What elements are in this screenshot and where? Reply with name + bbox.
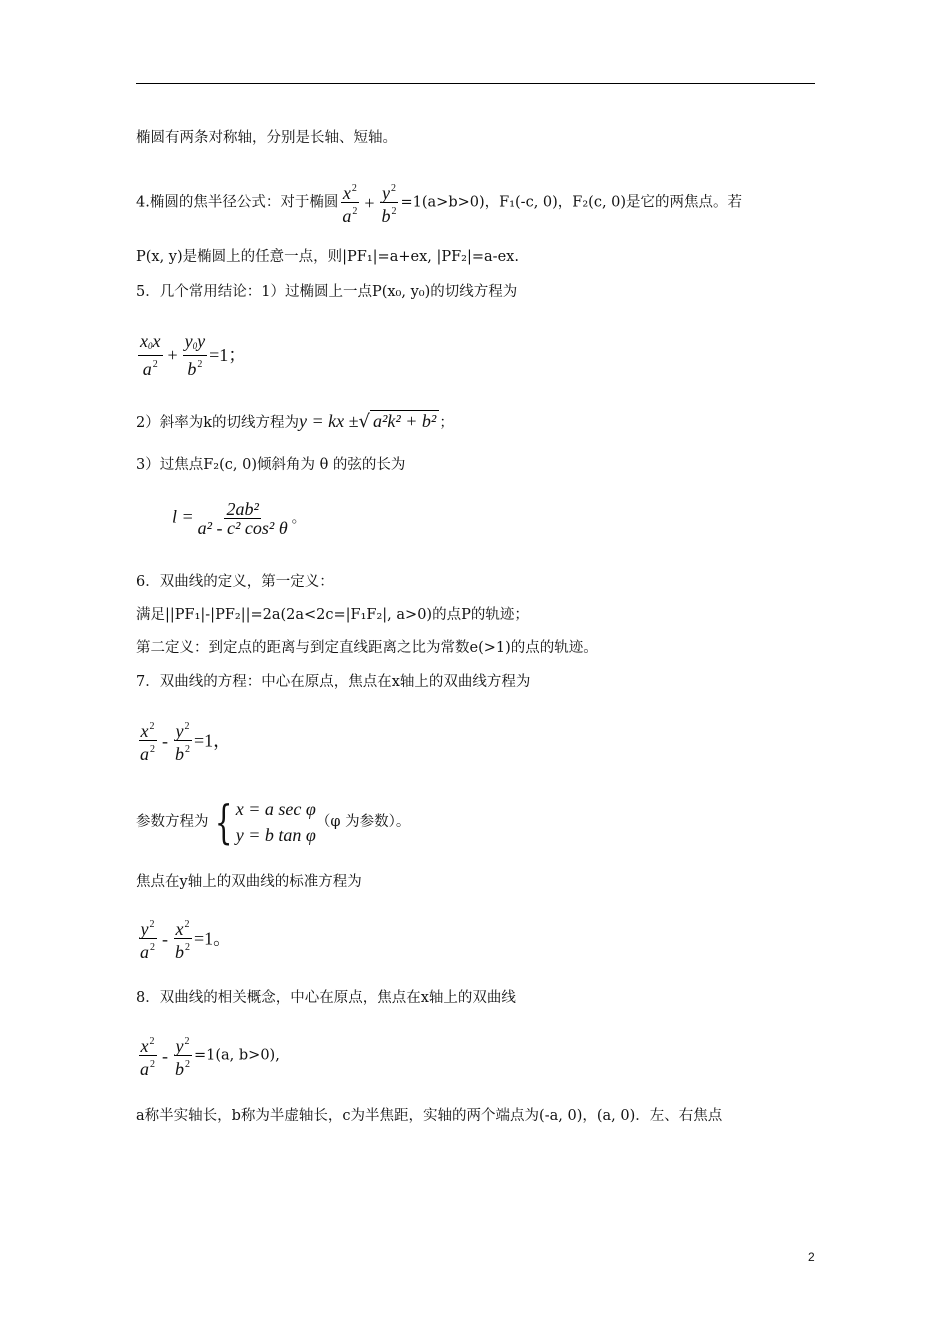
formula-hyperbola-concepts: $\frac{x^2}{a^2}$ - $\frac{y^2}{b^2}$ =1(a, b>0),	[136, 1033, 280, 1078]
fraction: $\frac{y^2}{b^2}$	[380, 180, 399, 225]
formula-tangent: $\frac{x_0x}{a^2}$ + $\frac{y_0y}{b^2}$ =1；	[140, 331, 247, 379]
text-line: 3）过焦点F₂(c, 0)倾斜角为 θ 的弦的长为	[136, 457, 406, 473]
fraction: $\frac{\text{2ab²}}{\text{a² - c² cos² θ}}$	[197, 499, 288, 538]
header-rule	[136, 83, 815, 84]
text-line: P(x, y)是椭圆上的任意一点，则|PF₁|=a+ex, |PF₂|=a-ex.	[136, 249, 519, 265]
fraction: $\frac{y^2}{b^2}$	[173, 718, 192, 763]
formula-hyperbola-x: $\frac{x^2}{a^2}$ - $\frac{y^2}{b^2}$ =1，	[136, 718, 231, 763]
fraction: $\frac{x^2}{b^2}$	[173, 916, 192, 961]
text-line: 焦点在y轴上的双曲线的标准方程为	[136, 874, 362, 890]
formula-hyperbola-y: $\frac{y^2}{a^2}$ - $\frac{x^2}{b^2}$ =1。	[136, 916, 231, 961]
fraction: $\frac{x^2}{a^2}$	[138, 1033, 157, 1078]
fraction: $\frac{y^2}{a^2}$	[138, 916, 157, 961]
text-line: 椭圆有两条对称轴，分别是长轴、短轴。	[136, 130, 397, 146]
text-line-ellipse-focal: 4.椭圆的焦半径公式：对于椭圆 $\frac{x^2}{a^2}$ + $\frac{y^2}{b^2}$ =1(a>b>0)，F₁(-c, 0)，F₂(c, 0)是它的两焦点。若	[136, 180, 742, 225]
fraction: $\frac{x_0x}{a^2}$	[140, 331, 161, 379]
text-line: 满足||PF₁|-|PF₂||=2a(2a<2c=|F₁F₂|, a>0)的点P的轨迹；	[136, 607, 529, 623]
text-line: 6．双曲线的定义，第一定义：	[136, 574, 334, 590]
text-line: 7．双曲线的方程：中心在原点，焦点在x轴上的双曲线方程为	[136, 674, 531, 690]
text-line: 8．双曲线的相关概念，中心在原点，焦点在x轴上的双曲线	[136, 990, 516, 1006]
page-number: 2	[808, 1250, 815, 1264]
text-line: 第二定义：到定点的距离与到定直线距离之比为常数e(>1)的点的轨迹。	[136, 640, 598, 656]
formula-chord: l = $\frac{\text{2ab²}}{\text{a² - c² cos² θ}}$ 。	[172, 499, 307, 538]
text-line: 5．几个常用结论：1）过椭圆上一点P(x₀, y₀)的切线方程为	[136, 284, 518, 300]
text-line-slope-tangent: 2）斜率为k的切线方程为y = kx ±√ a²k² + b² ；	[136, 411, 454, 432]
fraction: $\frac{y_0y}{b^2}$	[184, 331, 206, 379]
fraction: $\frac{x^2}{a^2}$	[340, 180, 359, 225]
text-line: a称半实轴长，b称为半虚轴长，c为半焦距，实轴的两个端点为(-a, 0)，(a, 0)．左、右焦点	[136, 1108, 723, 1124]
fraction: $\frac{y^2}{b^2}$	[173, 1033, 192, 1078]
formula-parametric: 参数方程为 { x = a sec φ y = b tan φ （φ 为参数）。	[136, 795, 411, 849]
fraction: $\frac{x^2}{a^2}$	[138, 718, 157, 763]
